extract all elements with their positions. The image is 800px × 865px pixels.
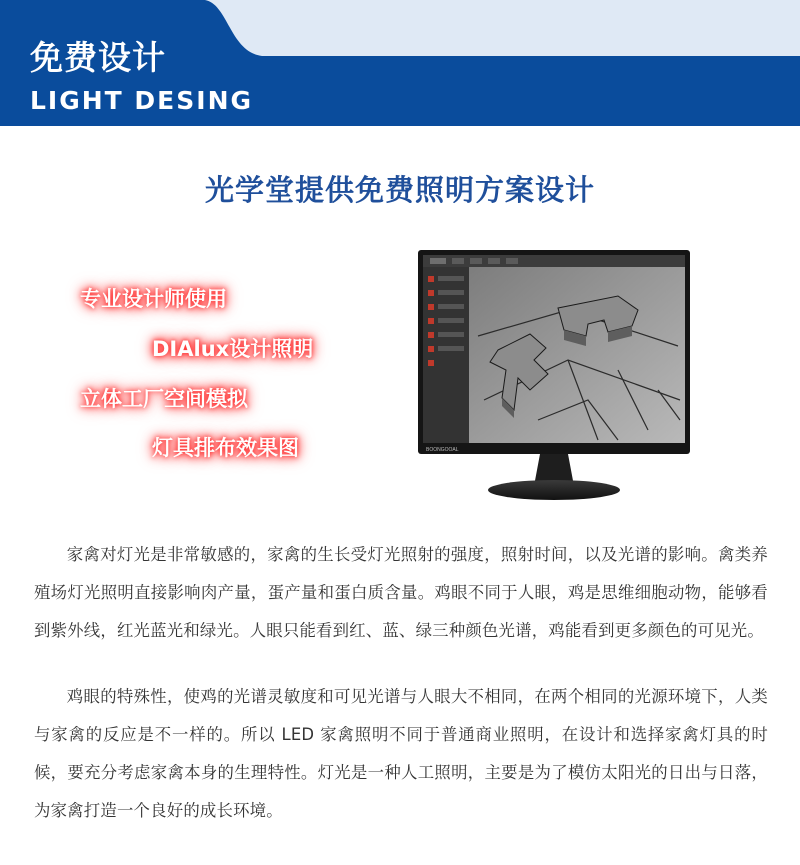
feature-3d-simulation: 立体工厂空间模拟 [80, 387, 248, 411]
monitor-brand: BOONGOOAL [426, 447, 459, 453]
header-banner [0, 0, 800, 126]
page-headline: 光学堂提供免费照明方案设计 [204, 173, 595, 207]
feature-layout-rendering: 灯具排布效果图 [152, 436, 299, 460]
feature-dialux: DIAlux设计照明 [152, 337, 314, 361]
monitor-illustration [418, 250, 690, 506]
feature-designer: 专业设计师使用 [80, 287, 227, 311]
banner-title: 免费设计 [30, 38, 166, 77]
banner-subtitle: LIGHT DESING [30, 86, 254, 115]
body-paragraph: 家禽对灯光是非常敏感的，家禽的生长受灯光照射的强度，照射时间，以及光谱的影响。禽类养殖场灯光照明直接影响肉产量，蛋产量和蛋白质含量。鸡眼不同于人眼，鸡是思维细胞动物，能够看到紫外线，红光蓝光和绿光。人眼只能看到红、蓝、绿三种颜色光谱，鸡能看到更多颜色的可见光。 [34, 545, 768, 640]
monitor-image [418, 250, 690, 506]
body-paragraph: 鸡眼的特殊性，使鸡的光谱灵敏度和可见光谱与人眼大不相同，在两个相同的光源环境下，人类与家禽的反应是不一样的。所以 LED 家禽照明不同于普通商业照明，在设计和选择家禽灯具的时候，要充分考虑家禽本身的生理特性。灯光是一种人工照明，主要是为了模仿太阳光的日出与日落，为家禽打造一个良好的成长环境。 [34, 687, 768, 820]
